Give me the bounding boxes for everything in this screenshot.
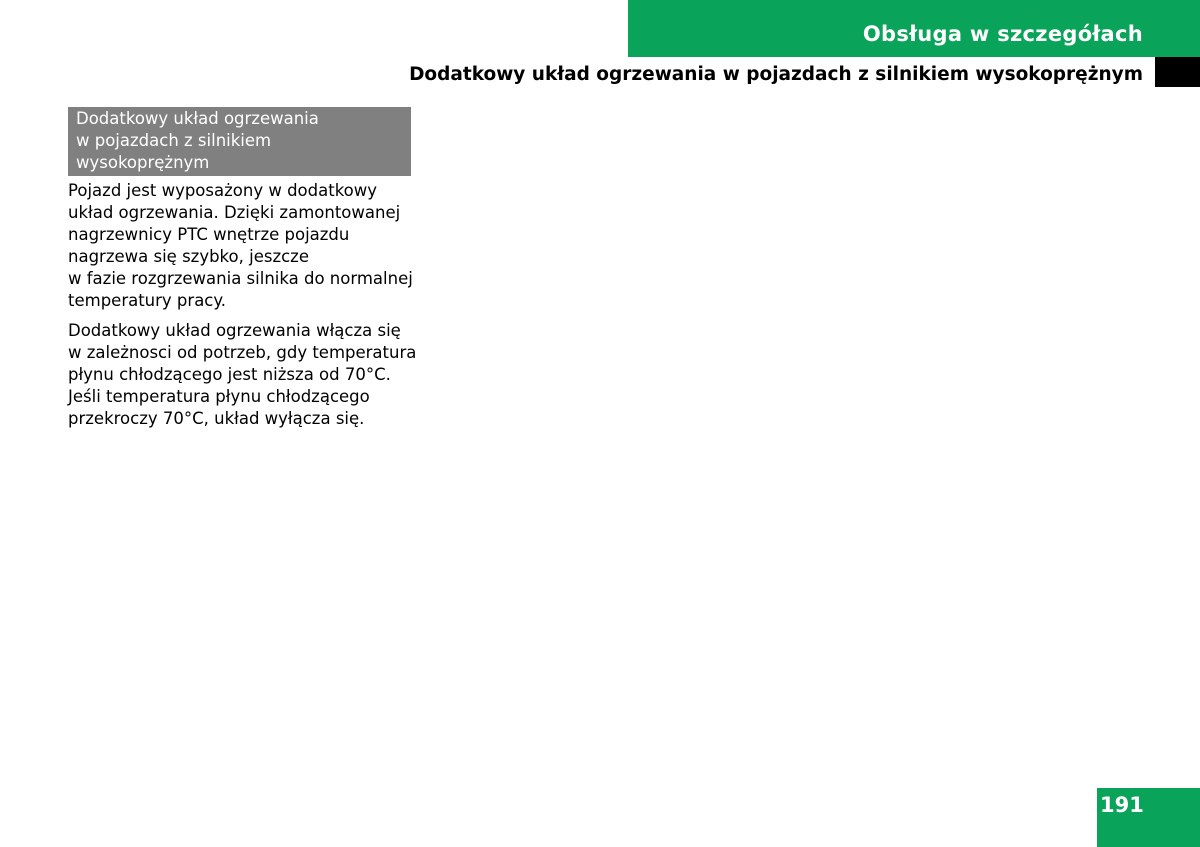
text-line: przekroczy 70°C, układ wyłącza się. xyxy=(68,409,365,428)
paragraph-heating-activation xyxy=(68,320,417,430)
text-line: układ ogrzewania. Dzięki zamontowanej xyxy=(68,203,401,222)
text-line: Jeśli temperatura płynu chłodzącego xyxy=(68,387,370,406)
subsection-title-line: w pojazdach z silnikiem xyxy=(76,131,272,150)
text-line: temperatury pracy. xyxy=(68,291,227,310)
section-title: Dodatkowy układ ogrzewania w pojazdach z silnikiem wysokoprężnym xyxy=(409,64,1143,85)
subsection-title-line: wysokoprężnym xyxy=(76,153,210,172)
section-marker-tab xyxy=(1155,57,1200,87)
body-text xyxy=(68,180,417,438)
text-line: nagrzewnicy PTC wnętrze pojazdu xyxy=(68,225,350,244)
subsection-title-line: Dodatkowy układ ogrzewania xyxy=(76,109,319,128)
text-line: płynu chłodzącego jest niższa od 70°C. xyxy=(68,365,391,384)
subsection-heading-box xyxy=(68,107,411,176)
text-line: w zależnosci od potrzeb, gdy temperatura xyxy=(68,343,417,362)
text-line: Dodatkowy układ ogrzewania włącza się xyxy=(68,321,401,340)
text-line: nagrzewa się szybko, jeszcze xyxy=(68,247,309,266)
text-line: Pojazd jest wyposażony w dodatkowy xyxy=(68,181,378,200)
chapter-title: Obsługa w szczegółach xyxy=(862,22,1143,46)
text-line: w fazie rozgrzewania silnika do normalnej xyxy=(68,269,413,288)
page-number-box xyxy=(1097,788,1200,847)
page-number: 191 xyxy=(1100,793,1144,817)
paragraph-heating-description xyxy=(68,180,413,312)
subsection-title xyxy=(76,108,403,174)
